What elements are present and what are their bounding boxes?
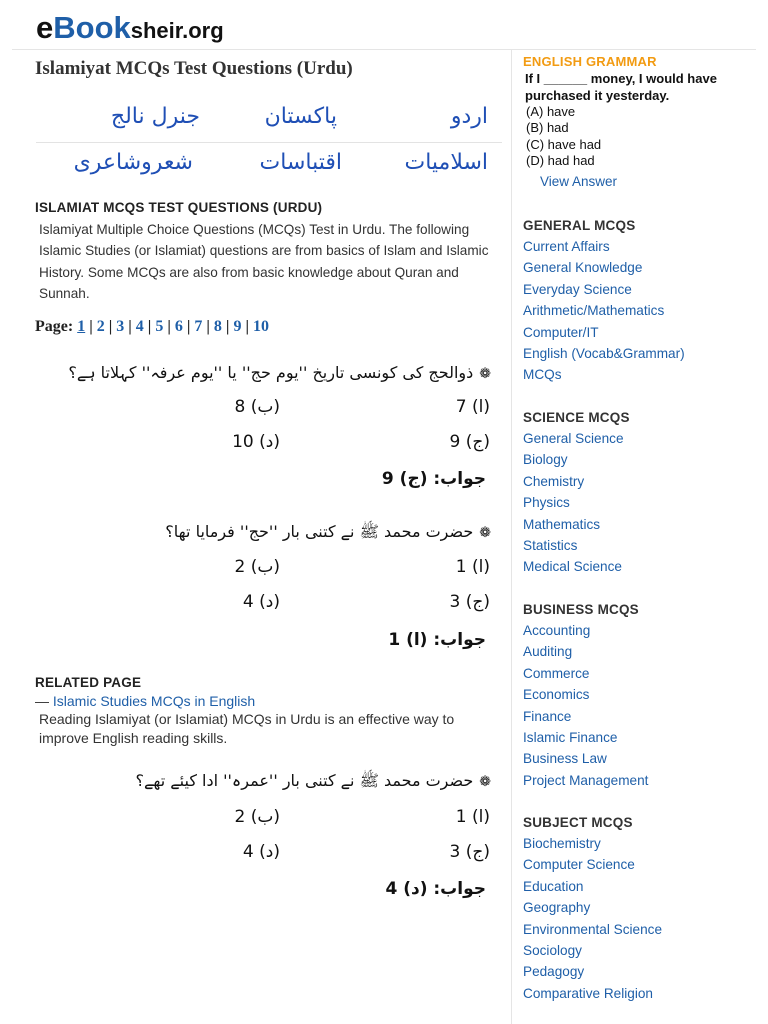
q3-option-c: (ج) 3 — [449, 842, 490, 862]
q1-option-c: (ج) 9 — [449, 432, 490, 452]
sidebar-item-sociology[interactable]: Sociology — [523, 942, 582, 958]
sidebar-item-statistics[interactable]: Statistics — [523, 537, 578, 553]
related-link[interactable]: Islamic Studies MCQs in English — [52, 693, 256, 709]
q3-option-b: (ب) 2 — [234, 807, 280, 827]
q3-option-a: (ا) 1 — [455, 807, 490, 827]
sidebar-list-subject — [523, 833, 662, 1004]
sidebar-item-project-management[interactable]: Project Management — [523, 772, 649, 788]
sidebar-item-education[interactable]: Education — [523, 878, 584, 894]
urdu-nav-islamiat[interactable]: اسلامیات — [404, 150, 488, 175]
sidebar-item-physics[interactable]: Physics — [523, 495, 570, 511]
urdu-nav-pakistan[interactable]: پاکستان — [264, 104, 337, 129]
sidebar-item-chemistry[interactable]: Chemistry — [523, 473, 585, 489]
sidebar-item-mathematics[interactable]: Mathematics — [523, 516, 601, 532]
sidebar-item-mcqs[interactable]: MCQs — [523, 367, 562, 383]
question-1-text: ذوالحج کی کونسی تاریخ ''یوم حج'' یا ''یوم عرفہ'' کہلاتا ہے؟ — [68, 363, 474, 382]
english-grammar-heading: ENGLISH GRAMMAR — [523, 54, 657, 69]
header-divider — [12, 49, 756, 50]
urdu-nav-urdu[interactable]: اردو — [450, 104, 488, 129]
sidebar-heading-subject: SUBJECT MCQS — [523, 815, 633, 830]
q2-option-a: (ا) 1 — [455, 557, 490, 577]
sidebar-item-finance[interactable]: Finance — [523, 708, 572, 724]
sidebar-item-computer-it[interactable]: Computer/IT — [523, 324, 599, 340]
q1-option-d: (د) 10 — [232, 432, 280, 452]
english-grammar-question: If I ______ money, I would have purchased it yesterday. — [525, 71, 717, 103]
sidebar-item-computer-science[interactable]: Computer Science — [523, 857, 635, 873]
sidebar-heading-general: GENERAL MCQS — [523, 218, 636, 233]
sidebar-heading-science: SCIENCE MCQS — [523, 410, 630, 425]
sidebar-heading-business: BUSINESS MCQS — [523, 602, 639, 617]
sidebar-item-comparative-religion[interactable]: Comparative Religion — [523, 985, 653, 1001]
q2-answer: جواب: (ا) 1 — [388, 630, 486, 650]
sidebar-item-medical-science[interactable]: Medical Science — [523, 559, 622, 575]
english-option-a: (A) have — [526, 104, 576, 119]
site-logo[interactable] — [36, 10, 224, 46]
related-heading: RELATED PAGE — [35, 675, 142, 690]
logo-e: e — [36, 10, 54, 45]
related-link-line — [35, 693, 255, 709]
page-link-3[interactable]: 3 — [116, 318, 125, 335]
sidebar-list-business — [523, 620, 648, 791]
sidebar-item-general-science[interactable]: General Science — [523, 431, 624, 446]
page-link-1[interactable]: 1 — [77, 318, 86, 335]
page-link-10[interactable]: 10 — [252, 318, 269, 335]
question-2-text: حضرت محمد ﷺ نے کتنی بار ''حج'' فرمایا تھا؟ — [165, 522, 474, 541]
page-link-9[interactable]: 9 — [233, 318, 242, 335]
sidebar-item-geography[interactable]: Geography — [523, 900, 591, 916]
english-grammar-options — [526, 104, 601, 169]
sidebar-item-biochemistry[interactable]: Biochemistry — [523, 836, 601, 851]
q1-answer: جواب: (ج) 9 — [381, 469, 486, 489]
page-title: Islamiyat MCQs Test Questions (Urdu) — [35, 58, 353, 79]
sidebar-list-general — [523, 236, 685, 386]
article-heading: ISLAMIAT MCQS TEST QUESTIONS (URDU) — [35, 200, 323, 215]
question-1 — [68, 363, 491, 382]
page-link-6[interactable]: 6 — [174, 318, 183, 335]
sidebar-item-business-law[interactable]: Business Law — [523, 751, 607, 767]
logo-domain: sheir.org — [130, 18, 224, 43]
page-link-7[interactable]: 7 — [194, 318, 203, 335]
sidebar-item-current-affairs[interactable]: Current Affairs — [523, 239, 610, 254]
page-link-4[interactable]: 4 — [135, 318, 144, 335]
question-2 — [165, 522, 491, 545]
sidebar-item-accounting[interactable]: Accounting — [523, 623, 591, 638]
pagination: Page: 1 | 2 | 3 | 4 | 5 | 6 | 7 | 8 | 9 | 10 — [35, 318, 269, 335]
sidebar-item-everyday-science[interactable]: Everyday Science — [523, 281, 632, 297]
article-intro: Islamiyat Multiple Choice Questions (MCQs) Test in Urdu. The following Islamic Studies (or Islamiat) questions are from basics of Islam and Islamic History. Some MCQs are also from basic knowledge about Quran and Sunnah. — [39, 222, 489, 301]
sidebar-item-islamic-finance[interactable]: Islamic Finance — [523, 729, 618, 745]
sidebar-item-english[interactable]: English (Vocab&Grammar) — [523, 345, 685, 361]
q2-option-c: (ج) 3 — [449, 592, 490, 612]
question-3-text: حضرت محمد ﷺ نے کتنی بار ''عمرہ'' ادا کیئے تھے؟ — [135, 771, 474, 790]
sidebar-item-economics[interactable]: Economics — [523, 687, 590, 703]
q1-option-b: (ب) 8 — [234, 397, 280, 417]
sidebar-list-science — [523, 428, 624, 578]
sidebar-item-pedagogy[interactable]: Pedagogy — [523, 964, 585, 980]
pagination-label: Page: — [35, 318, 74, 335]
related-text: Reading Islamiyat (or Islamiat) MCQs in Urdu is an effective way to improve English reading skills. — [39, 711, 455, 746]
page-link-2[interactable]: 2 — [96, 318, 105, 335]
ornament-icon: ❁ — [479, 366, 491, 382]
english-option-b: (B) had — [526, 120, 569, 136]
english-option-d: (D) had had — [526, 152, 595, 168]
urdu-nav-poetry[interactable]: شعروشاعری — [73, 150, 193, 175]
page-link-8[interactable]: 8 — [213, 318, 222, 335]
view-answer-link[interactable]: View Answer — [540, 174, 618, 189]
related-dash: — — [35, 693, 53, 709]
urdu-nav-quotations[interactable]: اقتباسات — [259, 150, 342, 175]
q3-option-d: (د) 4 — [242, 842, 280, 862]
sidebar-item-commerce[interactable]: Commerce — [523, 665, 590, 681]
ornament-icon: ❁ — [479, 525, 491, 541]
urdu-nav-general-knowledge[interactable]: جنرل نالج — [110, 104, 200, 129]
sidebar-divider — [511, 50, 512, 1024]
english-option-c: (C) have had — [526, 136, 602, 152]
sidebar-item-auditing[interactable]: Auditing — [523, 644, 573, 660]
question-3 — [136, 771, 491, 794]
logo-book: Book — [53, 10, 131, 45]
q1-option-a: (ا) 7 — [455, 397, 490, 417]
q2-option-b: (ب) 2 — [234, 557, 280, 577]
q2-option-d: (د) 4 — [242, 592, 280, 612]
q3-answer: جواب: (د) 4 — [385, 879, 486, 899]
sidebar-item-general-knowledge[interactable]: General Knowledge — [523, 260, 643, 276]
ornament-icon: ❁ — [479, 774, 491, 790]
sidebar-item-biology[interactable]: Biology — [523, 452, 568, 468]
sidebar-item-arithmetic[interactable]: Arithmetic/Mathematics — [523, 303, 665, 319]
urdu-nav-divider — [36, 142, 502, 143]
sidebar-item-environmental-science[interactable]: Environmental Science — [523, 921, 663, 937]
page-link-5[interactable]: 5 — [155, 318, 164, 335]
